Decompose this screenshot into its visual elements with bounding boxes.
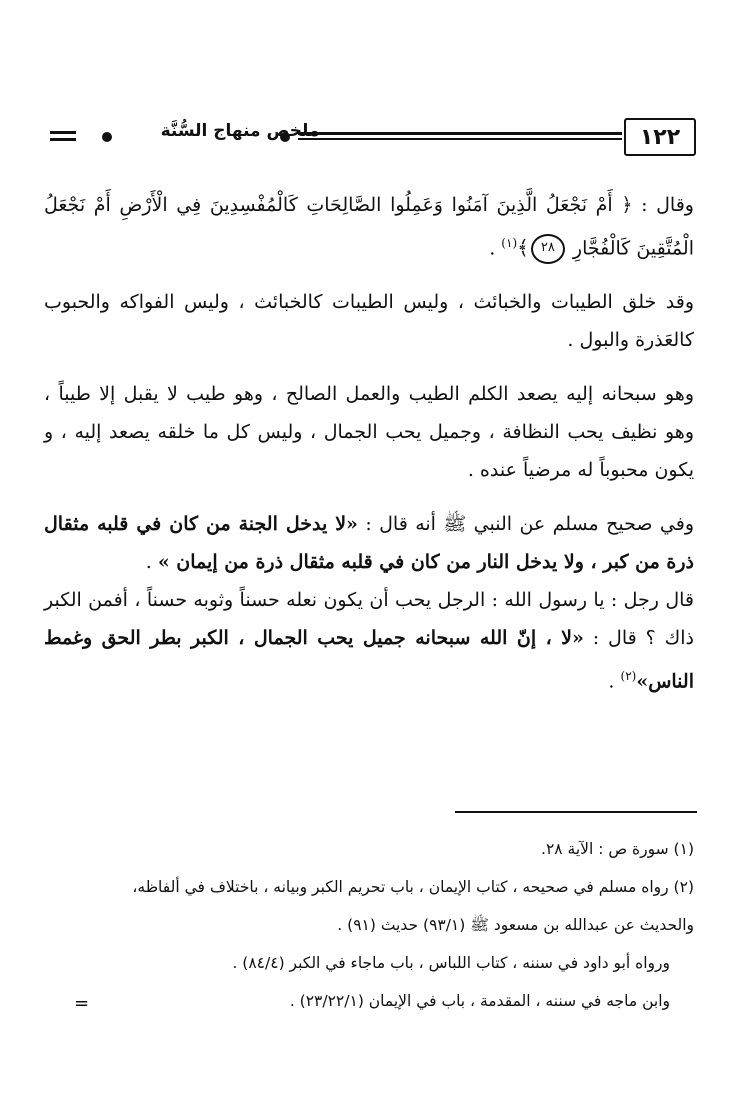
main-text [44, 186, 694, 717]
header-dash-bottom [50, 138, 76, 141]
header-rule-thick [298, 132, 622, 135]
footnotes [44, 830, 694, 1020]
footnote-2-line-3: ورواه أبو داود في سننه ، كتاب اللباس ، باب ماجاء في الكبر (٨٤/٤) . [232, 954, 670, 972]
page-number: ١٢٢ [624, 118, 696, 156]
footnote-1: (١) سورة ص : الآية ٢٨. [541, 840, 694, 858]
paragraph-end: . [608, 670, 621, 693]
footnote-separator [455, 811, 697, 813]
continuation-mark: = [74, 993, 90, 1014]
header-dash-top [50, 131, 76, 134]
footnote-ref-2: (٢) [620, 669, 637, 684]
footnote-2-line-1: (٢) رواه مسلم في صحيحه ، كتاب الإيمان ، باب تحريم الكبر وبيانه ، باختلاف في ألفاظه، [132, 878, 694, 896]
paragraph-tayyibat: وقد خلق الطيبات والخبائث ، وليس الطيبات كالخبائث ، وليس الفواكه والحبوب كالعَذرة والبول . [44, 291, 694, 352]
paragraph-intro: وقال : [632, 194, 694, 216]
paragraph-end: . [145, 551, 158, 574]
quran-close-bracket: ﴾ [517, 235, 529, 260]
header-rule-thin [298, 138, 622, 140]
hadith-text: «لا يدخل الجنة من كان في قلبه مثقال ذرة من كبر ، ولا يدخل النار من كان في قلبه مثقال ذرة من إيمان » [44, 513, 694, 574]
footnote-2-line-4: وابن ماجه في سننه ، المقدمة ، باب في الإيمان (٢٣/٢٢/١) . [289, 992, 670, 1010]
quran-verse: ﴿ أَمْ نَجْعَلُ الَّذِينَ آمَنُوا وَعَمِلُوا الصَّالِحَاتِ كَالْمُفْسِدِينَ فِي الْأَرْضِ أَمْ نَجْعَلُ الْمُتَّقِينَ كَالْفُجَّارِ [44, 194, 694, 260]
header-title: ملخص منهاج السُّنَّة [160, 121, 320, 141]
footnote-ref-1: (١) [501, 236, 518, 250]
paragraph-hadith-muslim [44, 505, 694, 581]
hadith-intro: وفي صحيح مسلم عن النبي ﷺ أنه قال : [357, 513, 694, 536]
page-header [40, 118, 696, 158]
answer-text: «لا ، إنّ الله سبحانه جميل يحب الجمال ، الكبر بطر الحق وغمط الناس» [44, 627, 694, 693]
question-text: قال رجل : يا رسول الله : الرجل يحب أن يكون نعله حسناً وثوبه حسناً ، أفمن الكبر ذاك ؟ قال : [44, 589, 694, 650]
paragraph-quran-quote [44, 186, 694, 267]
ayah-number-marker: ٢٨ [531, 234, 565, 264]
footnote-2-line-2: والحديث عن عبدالله بن مسعود ﷺ (٩٣/١) حديث (٩١) . [337, 916, 694, 934]
header-bullet-left [102, 132, 112, 142]
paragraph-tayyib: وهو سبحانه إليه يصعد الكلم الطيب والعمل الصالح ، وهو طيب لا يقبل إلا طيباً ، وهو نظيف يحب النظافة ، وجميل يحب الجمال ، وليس كل ما خلقه يصعد إليه ، و يكون محبوباً له مرضياً عنده . [44, 383, 694, 482]
paragraph-hadith-man [44, 581, 694, 700]
paragraph-end: . [489, 237, 502, 260]
